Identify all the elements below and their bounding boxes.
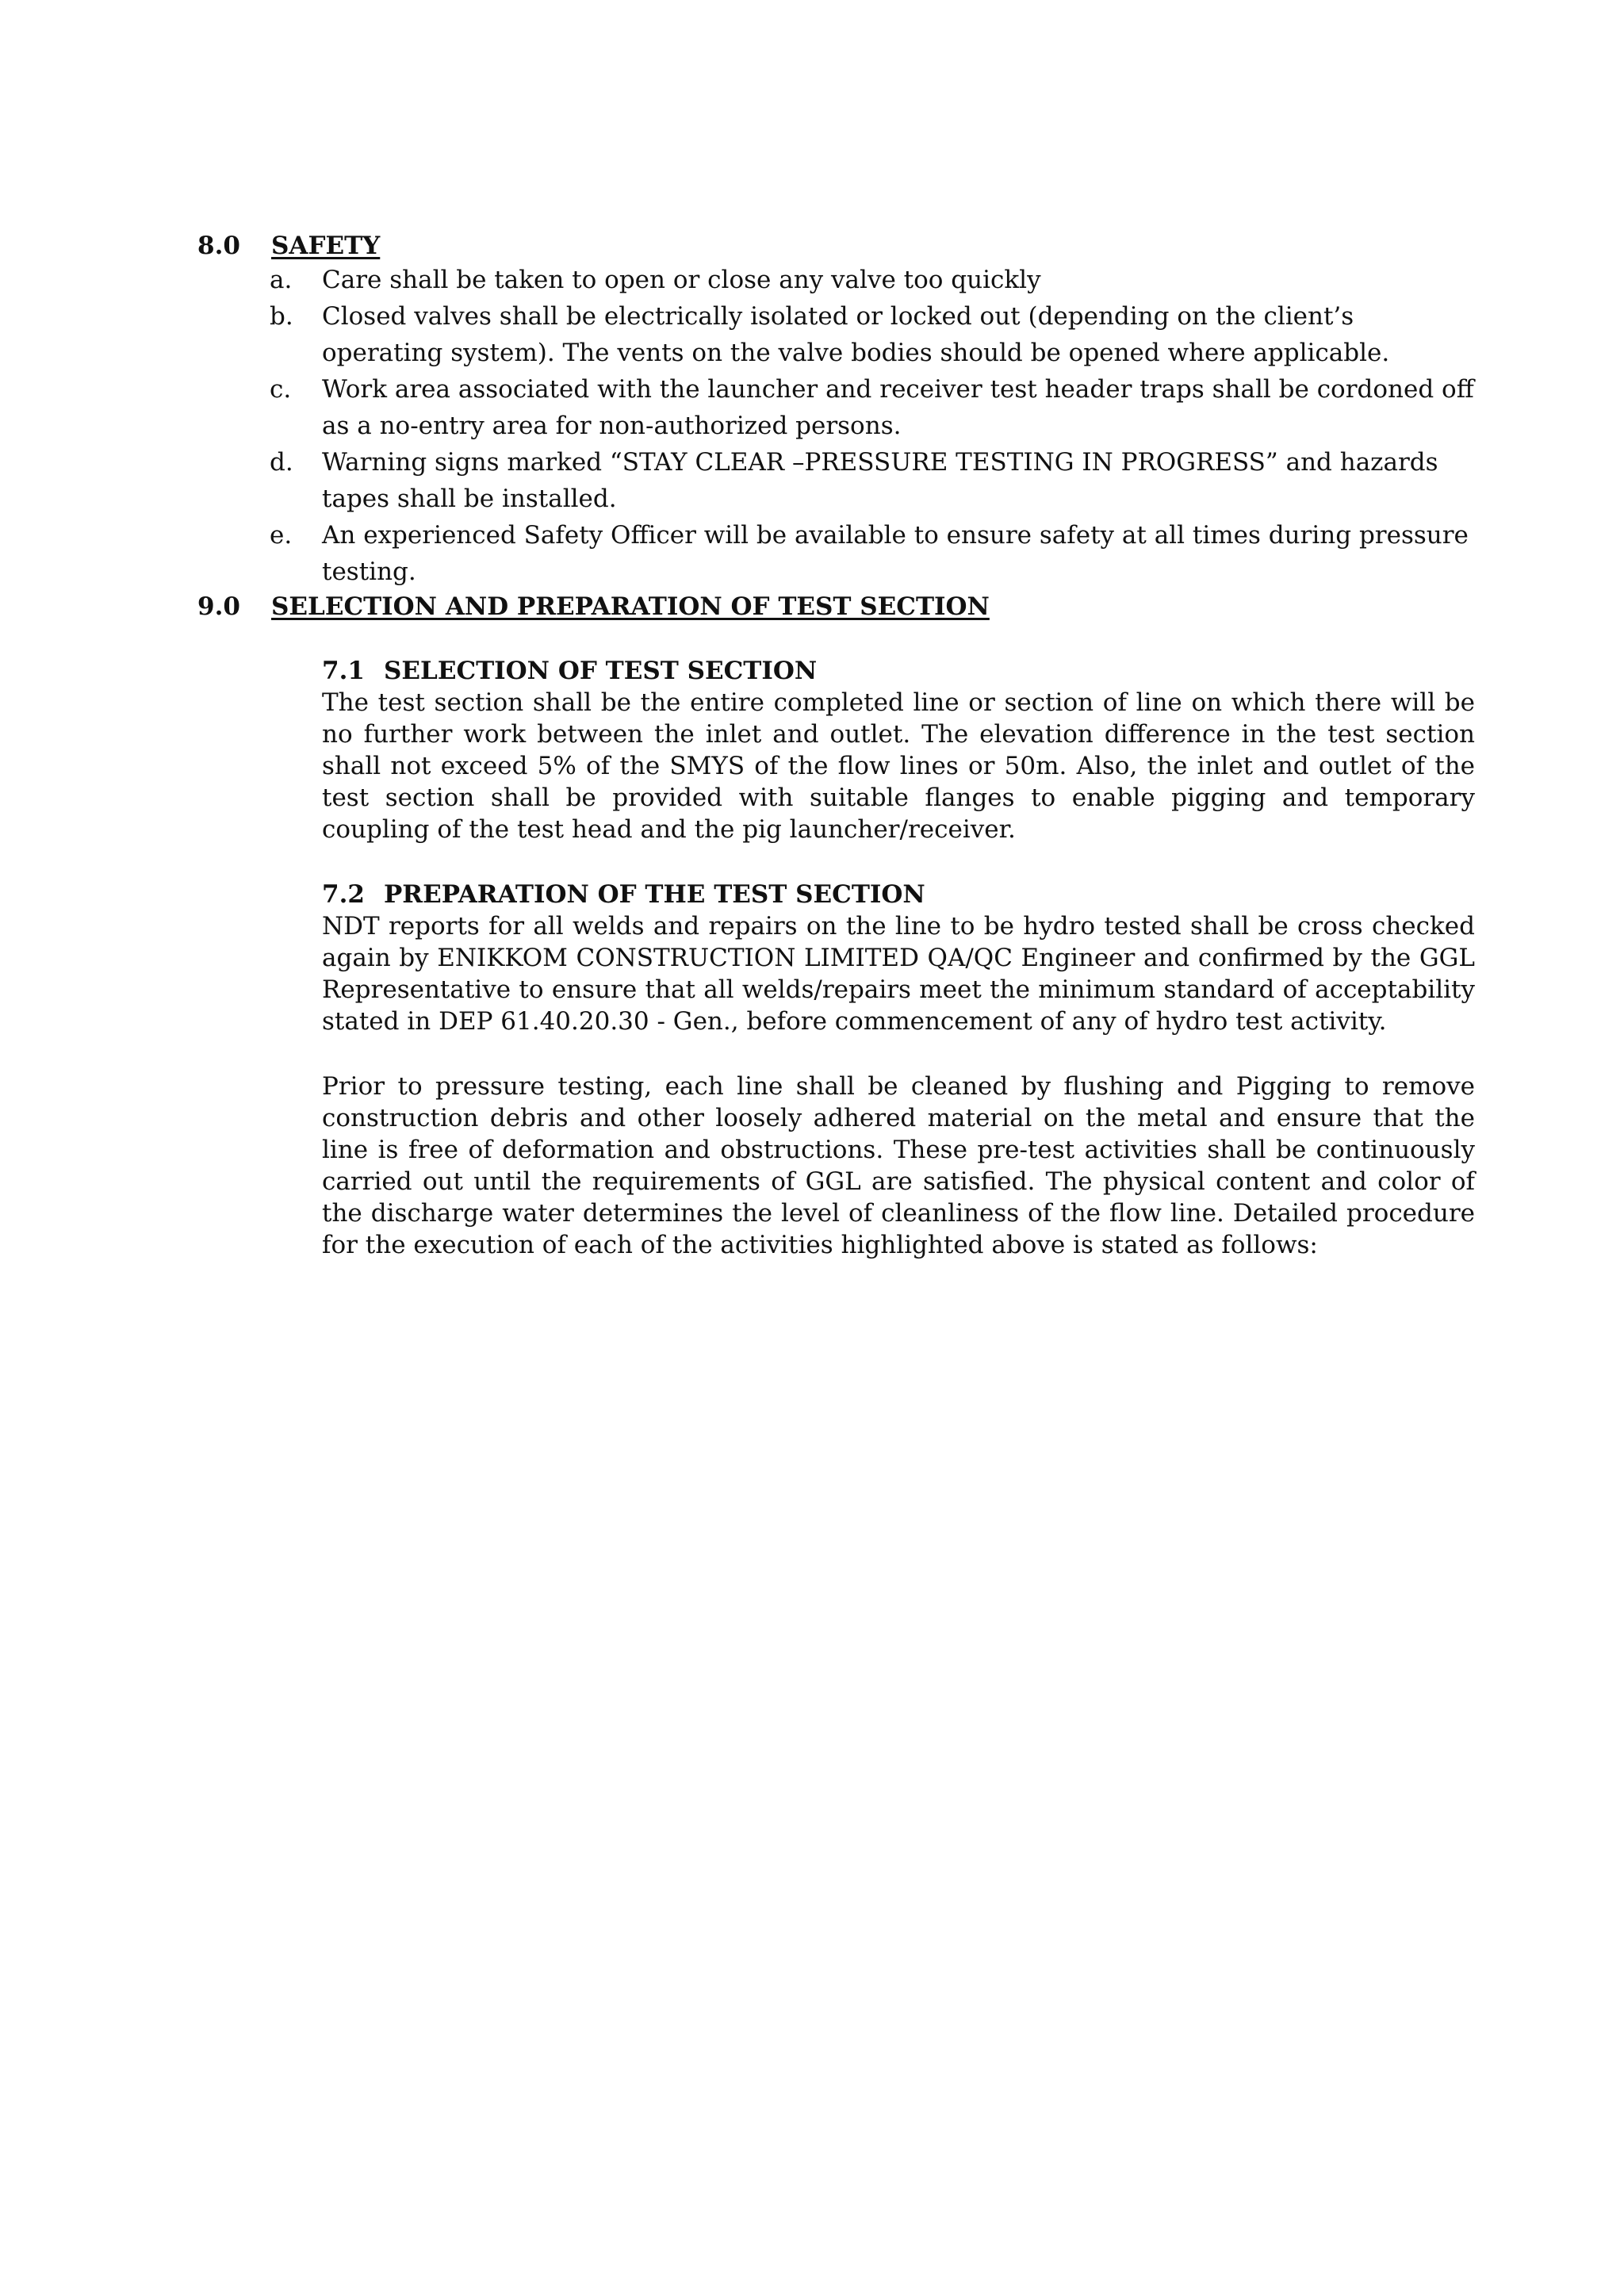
subsection-7-1-heading [322, 655, 817, 687]
list-marker: a. [270, 266, 293, 294]
list-marker: b. [270, 302, 293, 331]
list-text: Closed valves shall be electrically isolated or locked out (depending on the client’s operating system). The vents on the valve bodies should be opened where applicable. [322, 302, 1390, 367]
subsection-7-2-heading [322, 879, 925, 910]
preparation-paragraph-1: NDT reports for all welds and repairs on the line to be hydro tested shall be cross checked again by ENIKKOM CONSTRUCTION LIMITED QA/QC Engineer and confirmed by the GGL Representative to ensure that all welds/repairs meet the minimum standard of acceptability stated in DEP 61.40.20.30 - Gen., before commencement of any of hydro test activity. [322, 912, 1475, 1036]
list-marker: c. [270, 375, 292, 404]
section-9-number: 9.0 [197, 592, 240, 621]
subsection-title: SELECTION OF TEST SECTION [384, 657, 818, 685]
section-8-title: SAFETY [271, 232, 381, 260]
preparation-paragraph-2: Prior to pressure testing, each line shall be cleaned by flushing and Pigging to remove construction debris and other loosely adhered material on the metal and ensure that the line is free of deformation and obstructions. These pre-test activities shall be continuously carried out until the requirements of GGL are satisfied. The physical content and color of the discharge water determines the level of cleanliness of the flow line. Detailed procedure for the execution of each of the activities highlighted above is stated as follows: [322, 1072, 1475, 1259]
subsection-number: 7.2 [322, 880, 365, 909]
list-text: Warning signs marked “STAY CLEAR –PRESSURE TESTING IN PROGRESS” and hazards tapes shall be installed. [322, 448, 1438, 513]
list-text: Care shall be taken to open or close any valve too quickly [322, 266, 1041, 294]
subsection-title: PREPARATION OF THE TEST SECTION [384, 880, 925, 909]
section-8-number: 8.0 [197, 232, 240, 260]
selection-paragraph: The test section shall be the entire completed line or section of line on which there will be no further work between the inlet and outlet. The elevation difference in the test section shall not exceed 5% of the SMYS of the flow lines or 50m. Also, the inlet and outlet of the test section shall be provided with suitable flanges to enable pigging and temporary coupling of the test head and the pig launcher/receiver. [322, 688, 1475, 844]
list-marker: e. [270, 521, 293, 550]
list-text: An experienced Safety Officer will be available to ensure safety at all times during pressure testing. [322, 521, 1469, 586]
section-9-title: SELECTION AND PREPARATION OF TEST SECTION [271, 592, 990, 621]
list-text: Work area associated with the launcher and receiver test header traps shall be cordoned off as a no-entry area for non-authorized persons. [322, 375, 1474, 440]
list-marker: d. [270, 448, 293, 477]
subsection-number: 7.1 [322, 657, 365, 685]
